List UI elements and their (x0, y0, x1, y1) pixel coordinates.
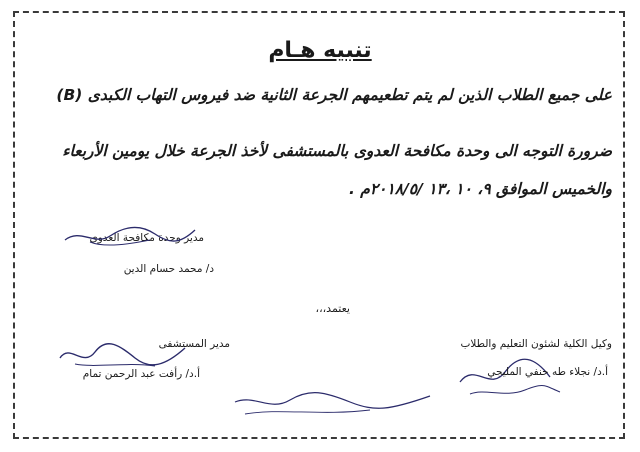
notice-line-1: على جميع الطلاب الذين لم يتم تطعيمهم الجرعة الثانية ضد فيروس التهاب الكبدى (B) (56, 86, 612, 104)
infection-unit-name: د/ محمد حسام الدين (123, 263, 214, 275)
hospital-director-title: مدير المستشفى (158, 338, 230, 350)
hospital-director-name: أ.د/ رأفت عبد الرحمن تمام (82, 368, 200, 380)
notice-title: تنبيه هـام (268, 38, 372, 63)
approved-label: يعتمد،،، (315, 302, 350, 315)
notice-line-2: ضرورة التوجه الى وحدة مكافحة العدوى بالمستشفى لأخذ الجرعة خلال يومين الأربعاء (62, 142, 612, 160)
notice-line-3: والخميس الموافق ٩، ١٠ ،١٣ /٢٠١٨/٥م . (348, 180, 612, 198)
vice-dean-name: أ.د/ نجلاء طه حنفي المليجي (487, 366, 608, 378)
center-signature-scribble (230, 382, 440, 422)
hospital-director-signature (55, 338, 195, 372)
infection-unit-signature (60, 218, 200, 258)
infection-unit-title: مدير وحدة مكافحة العدوى (89, 232, 204, 244)
vice-dean-title: وكيل الكلية لشئون التعليم والطلاب (460, 338, 612, 350)
